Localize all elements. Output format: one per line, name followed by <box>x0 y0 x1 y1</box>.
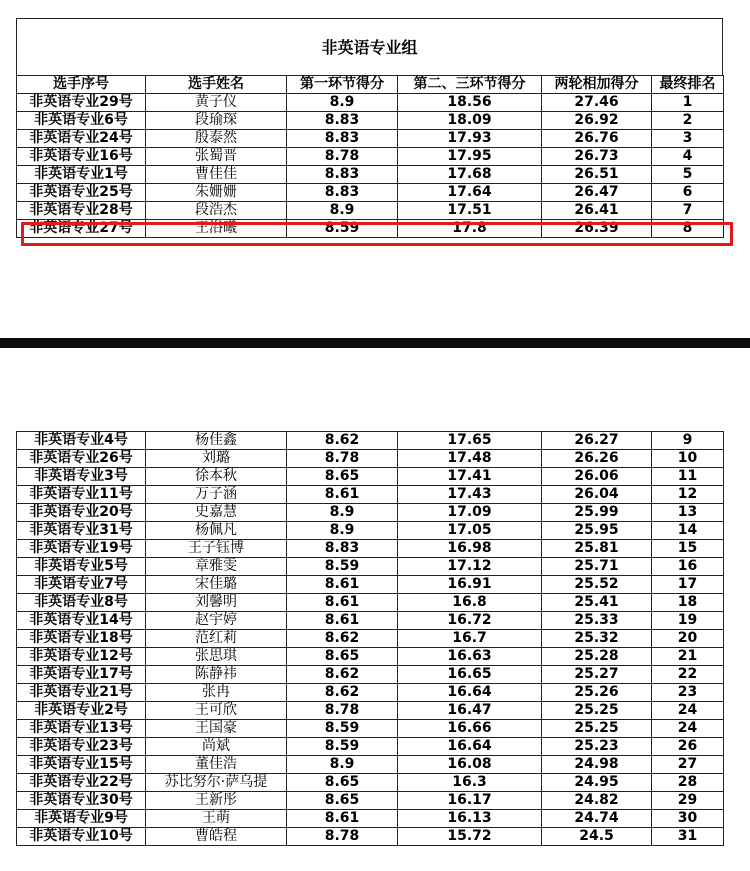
header-total-score: 两轮相加得分 <box>542 76 652 94</box>
results-table-bottom <box>16 431 723 846</box>
total-score-cell: 25.25 <box>542 720 652 738</box>
final-rank-cell: 18 <box>652 594 724 612</box>
contestant-name-cell: 朱姗姗 <box>146 184 287 202</box>
round23-score-cell: 16.98 <box>398 540 542 558</box>
final-rank-cell: 31 <box>652 828 724 846</box>
contestant-name-cell: 刘璐 <box>146 450 287 468</box>
contestant-id-cell: 非英语专业2号 <box>17 702 146 720</box>
round1-score-cell: 8.62 <box>287 684 398 702</box>
header-contestant-name: 选手姓名 <box>146 76 287 94</box>
contestant-name-cell: 杨佳鑫 <box>146 432 287 450</box>
contestant-id-cell: 非英语专业24号 <box>17 130 146 148</box>
contestant-name-cell: 陈静祎 <box>146 666 287 684</box>
final-rank-cell: 8 <box>652 220 724 238</box>
contestant-id-cell: 非英语专业17号 <box>17 666 146 684</box>
total-score-cell: 26.06 <box>542 468 652 486</box>
final-rank-cell: 12 <box>652 486 724 504</box>
round1-score-cell: 8.65 <box>287 774 398 792</box>
table-row <box>17 486 724 504</box>
contestant-id-cell: 非英语专业22号 <box>17 774 146 792</box>
table-row <box>17 792 724 810</box>
contestant-name-cell: 苏比努尔·萨乌提 <box>146 774 287 792</box>
round23-score-cell: 17.95 <box>398 148 542 166</box>
round1-score-cell: 8.83 <box>287 184 398 202</box>
round1-score-cell: 8.61 <box>287 576 398 594</box>
contestant-name-cell: 曹佳佳 <box>146 166 287 184</box>
contestant-id-cell: 非英语专业1号 <box>17 166 146 184</box>
round23-score-cell: 17.12 <box>398 558 542 576</box>
header-row <box>17 76 724 94</box>
table-row <box>17 648 724 666</box>
final-rank-cell: 9 <box>652 432 724 450</box>
header-round1-score: 第一环节得分 <box>287 76 398 94</box>
table-row <box>17 666 724 684</box>
contestant-id-cell: 非英语专业26号 <box>17 450 146 468</box>
contestant-id-cell: 非英语专业12号 <box>17 648 146 666</box>
total-score-cell: 24.74 <box>542 810 652 828</box>
final-rank-cell: 22 <box>652 666 724 684</box>
final-rank-cell: 21 <box>652 648 724 666</box>
contestant-name-cell: 董佳浩 <box>146 756 287 774</box>
final-rank-cell: 11 <box>652 468 724 486</box>
total-score-cell: 25.95 <box>542 522 652 540</box>
total-score-cell: 25.27 <box>542 666 652 684</box>
round23-score-cell: 16.64 <box>398 684 542 702</box>
contestant-name-cell: 万子涵 <box>146 486 287 504</box>
round1-score-cell: 8.61 <box>287 486 398 504</box>
contestant-name-cell: 张思琪 <box>146 648 287 666</box>
table-row <box>17 576 724 594</box>
contestant-id-cell: 非英语专业27号 <box>17 220 146 238</box>
contestant-name-cell: 范红莉 <box>146 630 287 648</box>
total-score-cell: 25.28 <box>542 648 652 666</box>
contestant-id-cell: 非英语专业14号 <box>17 612 146 630</box>
round23-score-cell: 16.63 <box>398 648 542 666</box>
final-rank-cell: 28 <box>652 774 724 792</box>
contestant-name-cell: 黄子仪 <box>146 94 287 112</box>
final-rank-cell: 19 <box>652 612 724 630</box>
final-rank-cell: 30 <box>652 810 724 828</box>
round1-score-cell: 8.65 <box>287 792 398 810</box>
round1-score-cell: 8.9 <box>287 94 398 112</box>
contestant-id-cell: 非英语专业30号 <box>17 792 146 810</box>
contestant-name-cell: 刘馨明 <box>146 594 287 612</box>
round23-score-cell: 18.56 <box>398 94 542 112</box>
table-row <box>17 450 724 468</box>
total-score-cell: 25.52 <box>542 576 652 594</box>
round23-score-cell: 17.09 <box>398 504 542 522</box>
round23-score-cell: 17.48 <box>398 450 542 468</box>
final-rank-cell: 5 <box>652 166 724 184</box>
contestant-id-cell: 非英语专业18号 <box>17 630 146 648</box>
total-score-cell: 25.71 <box>542 558 652 576</box>
round23-score-cell: 16.64 <box>398 738 542 756</box>
contestant-id-cell: 非英语专业3号 <box>17 468 146 486</box>
final-rank-cell: 26 <box>652 738 724 756</box>
ranking-table-continued <box>16 431 724 846</box>
contestant-name-cell: 宋佳璐 <box>146 576 287 594</box>
ranking-table <box>16 75 724 238</box>
table-row <box>17 720 724 738</box>
table-row <box>17 112 724 130</box>
contestant-name-cell: 王可欣 <box>146 702 287 720</box>
final-rank-cell: 17 <box>652 576 724 594</box>
contestant-id-cell: 非英语专业29号 <box>17 94 146 112</box>
total-score-cell: 25.81 <box>542 540 652 558</box>
round1-score-cell: 8.65 <box>287 648 398 666</box>
round23-score-cell: 18.09 <box>398 112 542 130</box>
final-rank-cell: 23 <box>652 684 724 702</box>
contestant-id-cell: 非英语专业23号 <box>17 738 146 756</box>
round23-score-cell: 16.91 <box>398 576 542 594</box>
section-divider <box>0 338 750 348</box>
final-rank-cell: 24 <box>652 720 724 738</box>
contestant-id-cell: 非英语专业28号 <box>17 202 146 220</box>
round1-score-cell: 8.65 <box>287 468 398 486</box>
table-row <box>17 828 724 846</box>
round23-score-cell: 16.8 <box>398 594 542 612</box>
round1-score-cell: 8.62 <box>287 666 398 684</box>
contestant-id-cell: 非英语专业25号 <box>17 184 146 202</box>
contestant-name-cell: 曹皓程 <box>146 828 287 846</box>
table-row <box>17 756 724 774</box>
table-row <box>17 220 724 238</box>
total-score-cell: 26.26 <box>542 450 652 468</box>
table-row <box>17 202 724 220</box>
contestant-name-cell: 王萌 <box>146 810 287 828</box>
total-score-cell: 25.26 <box>542 684 652 702</box>
final-rank-cell: 2 <box>652 112 724 130</box>
final-rank-cell: 13 <box>652 504 724 522</box>
total-score-cell: 25.99 <box>542 504 652 522</box>
round23-score-cell: 16.47 <box>398 702 542 720</box>
total-score-cell: 26.51 <box>542 166 652 184</box>
round23-score-cell: 17.64 <box>398 184 542 202</box>
round1-score-cell: 8.78 <box>287 148 398 166</box>
round23-score-cell: 16.72 <box>398 612 542 630</box>
total-score-cell: 26.76 <box>542 130 652 148</box>
total-score-cell: 26.39 <box>542 220 652 238</box>
round1-score-cell: 8.9 <box>287 756 398 774</box>
round23-score-cell: 17.65 <box>398 432 542 450</box>
table-row <box>17 130 724 148</box>
contestant-id-cell: 非英语专业9号 <box>17 810 146 828</box>
contestant-name-cell: 王新彤 <box>146 792 287 810</box>
total-score-cell: 27.46 <box>542 94 652 112</box>
total-score-cell: 26.41 <box>542 202 652 220</box>
header-round23-score: 第二、三环节得分 <box>398 76 542 94</box>
contestant-id-cell: 非英语专业6号 <box>17 112 146 130</box>
round23-score-cell: 17.05 <box>398 522 542 540</box>
contestant-id-cell: 非英语专业8号 <box>17 594 146 612</box>
table-row <box>17 774 724 792</box>
final-rank-cell: 1 <box>652 94 724 112</box>
round1-score-cell: 8.83 <box>287 540 398 558</box>
total-score-cell: 26.92 <box>542 112 652 130</box>
contestant-id-cell: 非英语专业5号 <box>17 558 146 576</box>
round1-score-cell: 8.78 <box>287 828 398 846</box>
contestant-name-cell: 段浩杰 <box>146 202 287 220</box>
round23-score-cell: 16.13 <box>398 810 542 828</box>
table-row <box>17 504 724 522</box>
contestant-id-cell: 非英语专业21号 <box>17 684 146 702</box>
contestant-name-cell: 赵宇婷 <box>146 612 287 630</box>
round1-score-cell: 8.61 <box>287 612 398 630</box>
contestant-id-cell: 非英语专业4号 <box>17 432 146 450</box>
final-rank-cell: 20 <box>652 630 724 648</box>
final-rank-cell: 6 <box>652 184 724 202</box>
round1-score-cell: 8.78 <box>287 450 398 468</box>
contestant-id-cell: 非英语专业19号 <box>17 540 146 558</box>
table-row <box>17 630 724 648</box>
contestant-name-cell: 殷泰然 <box>146 130 287 148</box>
final-rank-cell: 27 <box>652 756 724 774</box>
round23-score-cell: 16.17 <box>398 792 542 810</box>
round1-score-cell: 8.9 <box>287 504 398 522</box>
round23-score-cell: 17.43 <box>398 486 542 504</box>
table-row <box>17 558 724 576</box>
contestant-name-cell: 张蜀晋 <box>146 148 287 166</box>
total-score-cell: 24.95 <box>542 774 652 792</box>
table-row <box>17 738 724 756</box>
total-score-cell: 25.23 <box>542 738 652 756</box>
contestant-id-cell: 非英语专业20号 <box>17 504 146 522</box>
contestant-name-cell: 王国豪 <box>146 720 287 738</box>
table-row <box>17 684 724 702</box>
final-rank-cell: 3 <box>652 130 724 148</box>
round23-score-cell: 17.41 <box>398 468 542 486</box>
table-row <box>17 432 724 450</box>
round1-score-cell: 8.59 <box>287 558 398 576</box>
total-score-cell: 25.25 <box>542 702 652 720</box>
round23-score-cell: 16.08 <box>398 756 542 774</box>
final-rank-cell: 29 <box>652 792 724 810</box>
contestant-id-cell: 非英语专业10号 <box>17 828 146 846</box>
results-table-top <box>16 18 723 238</box>
contestant-name-cell: 尚斌 <box>146 738 287 756</box>
table-row <box>17 468 724 486</box>
final-rank-cell: 7 <box>652 202 724 220</box>
round1-score-cell: 8.62 <box>287 432 398 450</box>
total-score-cell: 26.27 <box>542 432 652 450</box>
round1-score-cell: 8.59 <box>287 220 398 238</box>
table-row <box>17 522 724 540</box>
round1-score-cell: 8.83 <box>287 112 398 130</box>
round1-score-cell: 8.61 <box>287 594 398 612</box>
contestant-id-cell: 非英语专业7号 <box>17 576 146 594</box>
header-contestant-id: 选手序号 <box>17 76 146 94</box>
table-row <box>17 612 724 630</box>
final-rank-cell: 10 <box>652 450 724 468</box>
contestant-id-cell: 非英语专业13号 <box>17 720 146 738</box>
contestant-id-cell: 非英语专业16号 <box>17 148 146 166</box>
contestant-name-cell: 王浴曦 <box>146 220 287 238</box>
contestant-name-cell: 杨佩凡 <box>146 522 287 540</box>
round1-score-cell: 8.9 <box>287 202 398 220</box>
total-score-cell: 24.5 <box>542 828 652 846</box>
round1-score-cell: 8.61 <box>287 810 398 828</box>
contestant-name-cell: 王子钰博 <box>146 540 287 558</box>
total-score-cell: 26.47 <box>542 184 652 202</box>
round1-score-cell: 8.59 <box>287 738 398 756</box>
total-score-cell: 25.33 <box>542 612 652 630</box>
contestant-name-cell: 徐本秋 <box>146 468 287 486</box>
round1-score-cell: 8.83 <box>287 166 398 184</box>
contestant-id-cell: 非英语专业15号 <box>17 756 146 774</box>
total-score-cell: 26.73 <box>542 148 652 166</box>
total-score-cell: 24.82 <box>542 792 652 810</box>
round1-score-cell: 8.62 <box>287 630 398 648</box>
total-score-cell: 25.41 <box>542 594 652 612</box>
round1-score-cell: 8.59 <box>287 720 398 738</box>
table-row <box>17 540 724 558</box>
table-row <box>17 148 724 166</box>
round23-score-cell: 16.7 <box>398 630 542 648</box>
header-final-rank: 最终排名 <box>652 76 724 94</box>
round23-score-cell: 15.72 <box>398 828 542 846</box>
total-score-cell: 25.32 <box>542 630 652 648</box>
total-score-cell: 24.98 <box>542 756 652 774</box>
round23-score-cell: 17.8 <box>398 220 542 238</box>
round23-score-cell: 16.65 <box>398 666 542 684</box>
contestant-name-cell: 段瑜琛 <box>146 112 287 130</box>
total-score-cell: 26.04 <box>542 486 652 504</box>
final-rank-cell: 14 <box>652 522 724 540</box>
round23-score-cell: 17.68 <box>398 166 542 184</box>
contestant-id-cell: 非英语专业11号 <box>17 486 146 504</box>
table-row <box>17 94 724 112</box>
table-title: 非英语专业组 <box>16 18 723 75</box>
contestant-name-cell: 章雅雯 <box>146 558 287 576</box>
round23-score-cell: 17.93 <box>398 130 542 148</box>
contestant-name-cell: 张冉 <box>146 684 287 702</box>
final-rank-cell: 24 <box>652 702 724 720</box>
round1-score-cell: 8.83 <box>287 130 398 148</box>
final-rank-cell: 16 <box>652 558 724 576</box>
round23-score-cell: 17.51 <box>398 202 542 220</box>
round23-score-cell: 16.3 <box>398 774 542 792</box>
contestant-id-cell: 非英语专业31号 <box>17 522 146 540</box>
table-row <box>17 702 724 720</box>
round1-score-cell: 8.9 <box>287 522 398 540</box>
round23-score-cell: 16.66 <box>398 720 542 738</box>
round1-score-cell: 8.78 <box>287 702 398 720</box>
final-rank-cell: 15 <box>652 540 724 558</box>
table-row <box>17 184 724 202</box>
table-row <box>17 810 724 828</box>
table-row <box>17 166 724 184</box>
table-row <box>17 594 724 612</box>
final-rank-cell: 4 <box>652 148 724 166</box>
contestant-name-cell: 史嘉慧 <box>146 504 287 522</box>
